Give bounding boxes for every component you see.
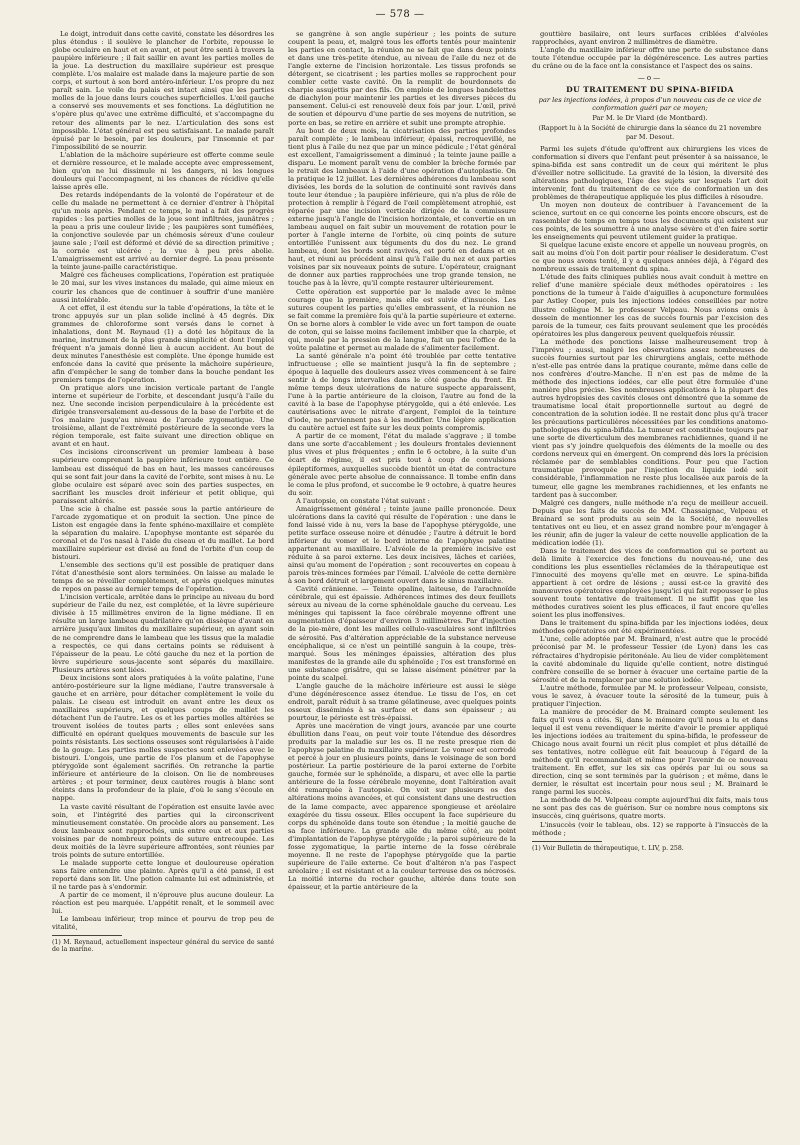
paragraph: L'incision verticale, arrêtée dans le principe au niveau du bord supérieur de l'aile du nez, est complétée, et la lèvre supérieure divisée à 15 millimètres environ de la ligne médiane. Il en résulte un large lambeau quadrilatère qu'on dissèque d'avant en arrière jusqu'aux limites du maxillaire supérieur, en ayant soin de ne comprendre dans le lambeau que les tissus que la maladie a respectés, ce qui dans certains points se réduisent à l'épaisseur de la peau. Le côté gauche du nez et la portion de lèvre supérieure sous-jacente sont séparés du maxillaire. Plusieurs artères sont liées. [52, 593, 274, 674]
paragraph: L'insuccès (voir le tableau, obs. 12) se rapporte à l'insuccès de la méthode ; [532, 820, 768, 837]
paragraph: Amaigrissement général ; teinte jaune paille prononcée. Deux ulcérations dans la cavité qui résulte de l'opération : une dans le fond laissé vide à nu, vers la base de l'apophyse ptérygoïde, une petite surface osseuse noire et dénudée ; l'autre à détruit le bord inférieur du vomer et le bord interne de l'apophyse palatine appartenant au maxillaire. L'alvéole de la première incisive est réduite à sa paroi externe. Les deux incisives, lâches et cariées, ainsi qu'au moment de l'opération ; sont recouvertes en copeau à parois très-minces formées par l'émail. L'alvéole de cette dernière à son bord détruit et largement ouvert dans le sinus maxillaire. [288, 504, 516, 586]
paragraph: Des retards indépendants de la volonté de l'opérateur et de celle du malade ne permettent à ce dernier d'entrer à l'hôpital qu'un mois après. Pendant ce temps, le mal a fait des progrès rapides : les parties molles de la joue sont infiltrées, jaunâtres ; la peau a pris une couleur livide ; les paupières sont tuméfiées, la conjonctive soulevée par un chémosis séreux d'une couleur jaune sale ; l'œil est déformé et dévié de sa direction primitive ; la cornée est ulcérée ; la vue à peu près abolie. L'amaigrissement est arrivé au dernier degré. La peau présente la teinte jaune-paille caractéristique. [52, 190, 274, 272]
paragraph: Le malade supporte cette longue et douloureuse opération sans faire entendre une plainte. Après qu'il a été pansé, il est reporté dans son lit. Une potion calmante lui est administrée, et il ne tarde pas à s'endormir. [52, 858, 274, 891]
paragraph: Au bout de deux mois, la cicatrisation des parties profondes paraît complète ; le lambeau inférieur, épaissi, recroquevillé, ne tient plus à l'aile du nez que par un mince pédicule ; l'état général est excellent, l'amaigrissement a diminué ; la teinte jaune paille a disparu. Le moment paraît venu de combler la brèche formée par le retrait des lambeaux à l'aide d'une opération d'autoplastie. On la pratique le 12 juillet. Les dernières adhérences du lambeau sont divisées, les bords de la solution de continuité sont ravivés dans toute leur étendue ; la paupière inférieure, qui n'a plus de rôle de protection à remplir à l'égard de l'œil complètement atrophié, est réparée par une incision verticale dirigée de la commissure externe jusqu'à l'angle de l'incision horizontale, et convertie en un lambeau auquel on fait subir un mouvement de rotation pour le porter à l'angle interne de l'orbite, où cinq points de suture entortillée l'unissent aux téguments du dos du nez. Le grand lambeau, dont les bords sont ravivés, est porté en dedans et en haut, et réuni au précédent ainsi qu'à l'aile du nez et aux parties voisines par six nouveaux points de suture. L'opérateur, craignant de donner aux parties rapprochées une trop grande tension, ne touche pas à la lèvre, qu'il compte restaurer ultérieurement. [288, 126, 516, 288]
paragraph: L'autre méthode, formulée par M. le professeur Velpeau, consiste, vous le savez, à évacuer toute la sérosité de la tumeur, puis à pratiquer l'injection. [532, 683, 768, 708]
paragraph: Malgré ces dangers, nulle méthode n'a reçu de meilleur accueil. Depuis que les faits de succès de MM. Chassaignac, Velpeau et Brainard se sont produits au sein de la Société, de nouvelles tentatives ont eu lieu, et en assez grand nombre pour m'engager à les réunir, afin de juger la valeur de cette nouvelle application de la médication iodée (1). [532, 498, 768, 547]
article-heading: DU TRAITEMENT DU SPINA-BIFIDA [566, 85, 734, 95]
right-column [532, 30, 768, 1130]
paragraph: L'une, celle adoptée par M. Brainard, n'est autre que le procédé préconisé par M. le professeur Tessier (de Lyon) dans les cas réfractaires d'hydropisie péritonéale. Au lieu de vider complètement la cavité abdominale du liquide qu'elle contient, notre distingué confrère conseille de se borner à évacuer une certaine partie de la sérosité et de la remplacer par une solution iodée. [532, 635, 768, 684]
paragraph: Parmi les sujets d'étude qu'offrent aux chirurgiens les vices de conformation si divers que l'enfant peut présenter à sa naissance, le spina-bifida est sans contredit un de ceux qui méritent le plus d'éveiller notre sollicitude. La gravité de la lésion, la diversité des altérations pathologiques, l'âge des sujets sur lesquels l'art doit intervenir, font du traitement de ce vice de conformation un des problèmes de thérapeutique appliquée les plus difficiles à résoudre. [532, 144, 768, 201]
paragraph: A partir de ce moment, il n'éprouve plus aucune douleur. La réaction est peu marquée. L'appétit renaît, et le sommeil avec lui. [52, 891, 274, 916]
paragraph: La santé générale n'a point été troublée par cette tentative infructueuse ; elle se maintient jusqu'à la fin de septembre ; époque à laquelle des douleurs assez vives commencent à se faire sentir à de longs intervalles dans le côté gauche du front. En même temps deux ulcérations de nature suspecte apparaissent, l'une à la partie antérieure de la cloison, l'autre au fond de la cavité à la base de l'apophyse ptérygoïde, qui a été enlevée. Les cautérisations avec le nitrate d'argent, l'emploi de la teinture d'iode, ne parviennent pas à les modifier. Une légère application du cautère actuel est faite sur les deux points compromis. [288, 351, 516, 433]
footnote-rule [52, 935, 122, 936]
paragraph: L'étude des faits cliniques publiés nous avait conduit à mettre en relief d'une manière spéciale deux méthodes opératoires : les ponctions de la tumeur à l'aide d'aiguilles à acuponcture formulées par Astley Cooper, puis les injections iodées conseillées par notre illustre collègue M. le professeur Velpeau. Nous avions omis à dessein de mentionner les cas de succès fournis par l'excision des parois de la tumeur, ces faits prouvant seulement que les procédés opératoires les plus dangereux peuvent quelquefois réussir. [532, 273, 768, 338]
paragraph: On pratique alors une incision verticale partant de l'angle interne et supérieur de l'orbite, et descendant jusqu'à l'aile du nez. Une seconde incision perpendiculaire à la précédente est dirigée transversalement au-dessous de la base de l'orbite et de l'os malaire jusqu'au niveau de l'arcade zygomatique. Une troisième, allant de l'extrémité postérieure de la seconde vers la région temporale, est faite suivant une direction oblique en avant et en haut. [52, 384, 274, 449]
paragraph: L'ablation de la mâchoire supérieure est offerte comme seule et dernière ressource, et le malade accepte avec empressement, bien qu'on ne lui dissimule ni les dangers, ni les longues douleurs qui l'accompagnent, ni les chances de récidive qu'elle laisse après elle. [52, 150, 274, 191]
section-divider: —o— [637, 74, 663, 83]
paragraph: Cavité crânienne. — Teinte opaline, laiteuse, de l'arachnoïde cérébrale, qui est épaissie. Adhérences intimes des deux feuillets séreux au niveau de la corne sphénoïdale gauche du cerveau. Les méninges qui tapissent la face cérébrale moyenne offrent une augmentation d'épaisseur d'environ 3 millimètres. Par d'injection de la pie-mère, dont les mailles cellulo-vasculaires sont infiltrées de sérosité. Pas d'altération appréciable de la substance nerveuse encéphalique, si ce n'est un peintillé sanguin à la coupe, très-marqué. Sous les méninges épaissies, altération des plus manifestes de la grande aile du sphénoïde ; l'os est transformé en une substance grisâtre, qui se laisse aisément pénétrer par la pointe du scalpel. [288, 585, 516, 682]
left-footnote: (1) M. Reynaud, actuellement inspecteur général du service de santé de la marine. [52, 939, 274, 954]
middle-paragraphs [288, 30, 516, 891]
paragraph: L'ensemble des sections qu'il est possible de pratiquer dans l'état d'anesthésie sont alors terminées. On laisse au malade le temps de se réveiller complètement, et après quelques minutes de repos on passe au dernier temps de l'opération. [52, 561, 274, 594]
paragraph: A partir de ce moment, l'état du malade s'aggrave ; il tombe dans une sorte d'accablement ; les douleurs frontales deviennent plus vives et plus fréquentes ; enfin le 6 octobre, à la suite d'un écart de régime, il est pris tout à coup de convulsions épileptiformes, auxquelles succède bientôt un état de contracture générale avec perte absolue de connaissance. Il tombe enfin dans le coma le plus profond, et succombe le 9 octobre, à quatre heures du soir. [288, 432, 516, 497]
paragraph: A cet effet, il est étendu sur la table d'opérations, la tête et le tronc appuyés sur un plan solide incliné à 45 degrés. Dix grammes de chloroforme sont versés dans le cornet à inhalations, dont M. Reynaud (1) a doté les hôpitaux de la marine, instrument de la plus grande simplicité et dont l'emploi fréquent n'a jamais donné lieu à aucun accident. Au bout de deux minutes l'anesthésie est complète. Une éponge humide est enfoncée dans la cavité que présente la mâchoire supérieure, afin d'empêcher le sang de tomber dans la bouche pendant les premiers temps de l'opération. [52, 303, 274, 385]
paragraph: La méthode des ponctions laisse malheureusement trop à l'imprévu ; aussi, malgré les observations assez nombreuses de succès fournies surtout par les chirurgiens anglais, cette méthode n'est-elle pas entrée dans la pratique courante, même dans celle de nos confrères d'outre-Manche. Il n'en est pas de même de la méthode des injections iodées, car elle peut être formulée d'une manière plus précise. Ses nombreuses applications à la plupart des autres hydropisies des cavités closes ont démontré que la somme de traumatisme local était proportionnelle surtout au degré de concentration de la solution iodée. Il ne restait donc plus qu'à tracer les précautions particulières nécessitées par les conditions anatomo-pathologiques du spina-bifida. La tumeur est constituée toujours par une sorte de diverticulum des membranes rachidiennes, quand il ne vient pas s'y joindre quelquefois des éléments de la moelle ou des cordons nerveux qui en émergent. On comprend dès lors la précision réclamée par de semblables conditions. Pour peu que l'action traumatique provoquée par l'injection du liquide iodé soit considérable, l'inflammation ne reste plus localisée aux parois de la tumeur, elle gagne les membranes rachidiennes, et les enfants ne tardent pas à succomber. [532, 337, 768, 499]
paragraph: Le doigt, introduit dans cette cavité, constate les désordres les plus étendus : il soulève le plancher de l'orbite, repousse le globe oculaire en haut et en avant, et peut être senti à travers la paupière inférieure ; il fait saillir en avant les parties molles de la joue. La destruction du maxillaire supérieur est presque complète. L'os malaire est malade dans la majeure partie de son corps, et surtout à son bord antéro-inférieur. L'os propre du nez paraît sain. Le voile du palais est intact ainsi que les parties molles de la joue dans leurs couches superficielles. L'œil gauche a conservé ses mouvements et ses fonctions. La déglutition ne s'opère plus qu'avec une extrême difficulté, et s'accompagne du retour des aliments par le nez. L'articulation des sons est impossible. L'état général est peu satisfaisant. Le malade paraît épuisé par le besoin, par les douleurs, par l'insomnie et par l'impossibilité de se nourrir. [52, 30, 274, 151]
paragraph: Dans le traitement des vices de conformation qui se portent au delà limite à l'exercice des fonctions du nouveau-né, une des conditions les plus essentielles réclamées de la thérapeutique est l'innocuité des moyens qu'elle met en œuvre. Le spina-bifida appartient à cet ordre de lésions ; aussi est-ce la gravité des manœuvres opératoires employées jusqu'ici qui fait repousser le plus souvent toute tentative de traitement. Il ne suffit pas que les méthodes curatives soient les plus efficaces, il faut encore qu'elles soient les plus inoffensives. [532, 546, 768, 620]
right-footnote: (1) Voir Bulletin de thérapeutique, t. LIV, p. 258. [532, 844, 684, 852]
paragraph: L'angle gauche de la mâchoire inférieure est aussi le siège d'une dégénérescence assez étendue. Le tissu de l'os, en cet endroit, paraît réduit à sa trame gélatineuse, avec quelques points osseux disséminés à sa surface et dans son épaisseur ; au pourtour, le périoste est très-épaissi. [288, 681, 516, 722]
paragraph: Dans le traitement du spina-bifida par les injections iodées, deux méthodes opératoires ont été expérimentées. [532, 619, 768, 636]
paragraph: Ces incisions circonscrivent un premier lambeau à base supérieure comprenant la paupière inférieure tout entière. Ce lambeau est disséqué de bas en haut, les masses cancéreuses qui se sont fait jour dans la cavité de l'orbite, sont mises à nu. Le globe oculaire est séparé avec soin des parties suspectes, en sacrifiant les muscles droit inférieur et petit oblique, qui paraissent altérés. [52, 448, 274, 505]
right-paragraphs [532, 145, 768, 837]
paragraph: gouttière basilaire, ont leurs surfaces criblées d'alvéoles rapprochées, ayant environ 2 millimètres de diamètre. [532, 30, 768, 47]
middle-column [288, 30, 516, 1100]
left-paragraphs [52, 30, 274, 931]
paragraph: La manière de procéder de M. Brainard compte seulement les faits qu'il vous a cités. Si, dans le mémoire qu'il nous a lu et dans lequel il est venu revendiquer le mérite d'avoir le premier appliqué les injections iodées au traitement du spina-bifida, le professeur de Chicago nous avait fourni un récit plus complet et plus détaillé de ses tentatives, notre collègue eût fait beaucoup à l'égard de la méthode qu'il recommandait et même pour l'avenir de ce nouveau traitement. En effet, sur les six cas opérés par lui ou sous sa direction, cinq se sont terminés par la guérison ; et même, dans le dernier, le résultat est incertain pour nous seul ; M. Brainard le range parmi les succès. [532, 707, 768, 797]
article-intro: (Rapport lu à la Société de chirurgie dans la séance du 21 novembre par M. Desout. [538, 124, 762, 141]
footnote-rule [532, 841, 602, 842]
right-paragraphs-top [532, 30, 768, 70]
paragraph: se gangrène à son angle supérieur ; les points de suture coupent la peau, et, malgré tous les efforts tentés pour maintenir les parties en contact, la réunion ne se fait que dans deux points et dans une très-petite étendue, au niveau de l'aile du nez et de l'angle externe de l'incision horizontale. Les tissus profonds se détergent, se cicatrisent ; les parties molles se rapprochent pour combler cette vaste cavité. On la remplit de bourdonnets de charpie assujettis par des fils. On emploie de longues bandelettes de diachylon pour maintenir les parties et les diverses pièces du pansement. Celui-ci est renouvelé deux fois par jour. L'œil, privé de soutien et dépourvu d'une partie de ses moyens de nutrition, se porte en bas, se retire en arrière et subit une prompte atrophie. [288, 30, 516, 127]
paragraph: Si quelque lacune existe encore et appelle un nouveau progrès, on sait au moins d'où l'on doit partir pour réaliser le desideratum. C'est ce que nous avons tenté, il y a quelques années déjà, à l'égard des nombreux essais de traitement du spina. [532, 241, 768, 274]
left-column [52, 30, 274, 1130]
paragraph: Malgré ces fâcheuses complications, l'opération est pratiquée le 20 mai, sur les vives instances du malade, qui aime mieux en courir les chances que de continuer à souffrir d'une manière aussi intolérable. [52, 271, 274, 304]
paragraph: La vaste cavité résultant de l'opération est ensuite lavée avec soin, et l'intégrité des parties qui la circonscrivent minutieusement constatée. On procède alors au pansement. Les deux lambeaux sont rapprochés, unis entre eux et aux parties voisines par de nombreux points de suture entrecoupée. Les deux moitiés de la lèvre supérieure affrontées, sont réunies par trois points de suture entortillée. [52, 802, 274, 859]
paragraph: L'angle du maxillaire inférieur offre une perte de substance dans toute l'étendue occupée par la dégénérescence. Les autres parties du crâne ou de la face ont la consistance et l'aspect des os sains. [532, 46, 768, 71]
paragraph: Une scie à chaîne est passée sous la partie antérieure de l'arcade zygomatique et on produit la section. Une pince de Liston est engagée dans la fente sphéno-maxillaire et complète la séparation du malaire. L'apophyse montante est séparée du coronal et de l'os nasal à l'aide du ciseau et du maillet. Le bord maxillaire supérieur est divisé au fond de l'orbite d'un coup de bistouri. [52, 504, 274, 562]
paragraph: Cette opération est supportée par le malade avec le même courage que la première, mais elle est suivie d'insuccès. Les sutures coupent les parties qu'elles embrassent, et la réunion ne se fait comme la première fois qu'à la partie supérieure et externe. On se borne alors à combler le vide avec un fort tampon de ouate de coton, qui se laisse moins facilement imbiber que la charpie, et qui, moulé par la pression de la langue, fait un peu l'office de la voûte palatine et permet au malade de s'alimenter facilement. [288, 287, 516, 352]
paragraph: La méthode de M. Velpeau compte aujourd'hui dix faits, mais tous ne sont pas des cas de guérison. Sur ce nombre nous comptons six insuccès, cinq guérisons, quatre morts. [532, 796, 768, 821]
paragraph: Deux incisions sont alors pratiquées à la voûte palatine, l'une antéro-postérieure sur la ligne médiane, l'autre transversale à gauche et en arrière, pour détacher complètement le voile du palais. Le ciseau est introduit en avant entre les deux os maxillaires supérieurs, et quelques coups de maillet les détachent l'un de l'autre. Les os et les parties molles altérées se trouvent isolées de toutes parts ; elles sont enlevées sans difficulté en opérant quelques mouvements de bascule sur les points résistants. Les sections osseuses sont régularisées à l'aide de la gouge. Les parties molles suspectes sont enlevées avec le bistouri. L'ongois, une partie de l'os planum et de l'apophyse ptérygoïde sont également sacrifiés. On retranche la partie inférieure et antérieure de la cloison. On lie de nombreuses artères ; et pour terminer, deux cautères rougis à blanc sont éteints dans la profondeur de la plaie, d'où le sang s'écoule en nappe. [52, 673, 274, 803]
paragraph: Un moyen non douteux de contribuer à l'avancement de la science, surtout en ce qui concerne les points encore obscurs, est de rassembler de temps en temps tous les documents qui existent sur ces points, de les soumettre à une analyse sévère et d'en faire sortir les enseignements qui peuvent utilement guider la pratique. [532, 200, 768, 242]
article-author: Par M. le Dr Viard (de Montbard). [592, 114, 708, 123]
article-subheading: par les injections iodées, à propos d'un nouveau cas de ce vice de conformation guéri par ce moyen; [538, 96, 762, 113]
paragraph: A l'autopsie, on constate l'état suivant : [296, 496, 430, 505]
page-number: — 578 — [375, 9, 425, 20]
paragraph: Après une macération de vingt jours, avancée par une courte ébullition dans l'eau, on peut voir toute l'étendue des désordres produits par la maladie sur les os. Il ne reste presque rien de l'apophyse palatine du maxillaire supérieur. Le vomer est corrodé et percé à jour en plusieurs points, dans le voisinage de son bord postérieur. La partie postérieure de la paroi externe de l'orbite gauche, formée sur le sphénoïde, a disparu, et avec elle la partie antérieure de la fosse cérébrale moyenne, dont l'altération avait été remarquée à l'autopsie. On voit sur plusieurs os des altérations moins avancées, et qui consistent dans une destruction de la lame compacte, avec apparence spongieuse et aréolaire exagérée du tissu osseux. Elles occupent la face supérieure du corps du sphénoïde dans toute son étendue ; la moitié gauche de sa face inférieure. La grande aile du même côté, au point d'implantation de l'apophyse ptérygoïde ; la paroi supérieure de la fosse zygomatique, la partie interne de la fosse cérébrale moyenne. Il ne reste de l'apophyse ptérygoïde que la partie supérieure de l'aile externe. Ce bout d'altéron n'a pas l'aspect aréolaire ; il est résistant et a la couleur terreuse des os nécrosés. La moitié interne du rocher gauche, altérée dans toute son épaisseur, et la partie antérieure de la [288, 722, 516, 891]
paragraph: Le lambeau inférieur, trop mince et pourvu de trop peu de vitalité, [52, 915, 274, 932]
